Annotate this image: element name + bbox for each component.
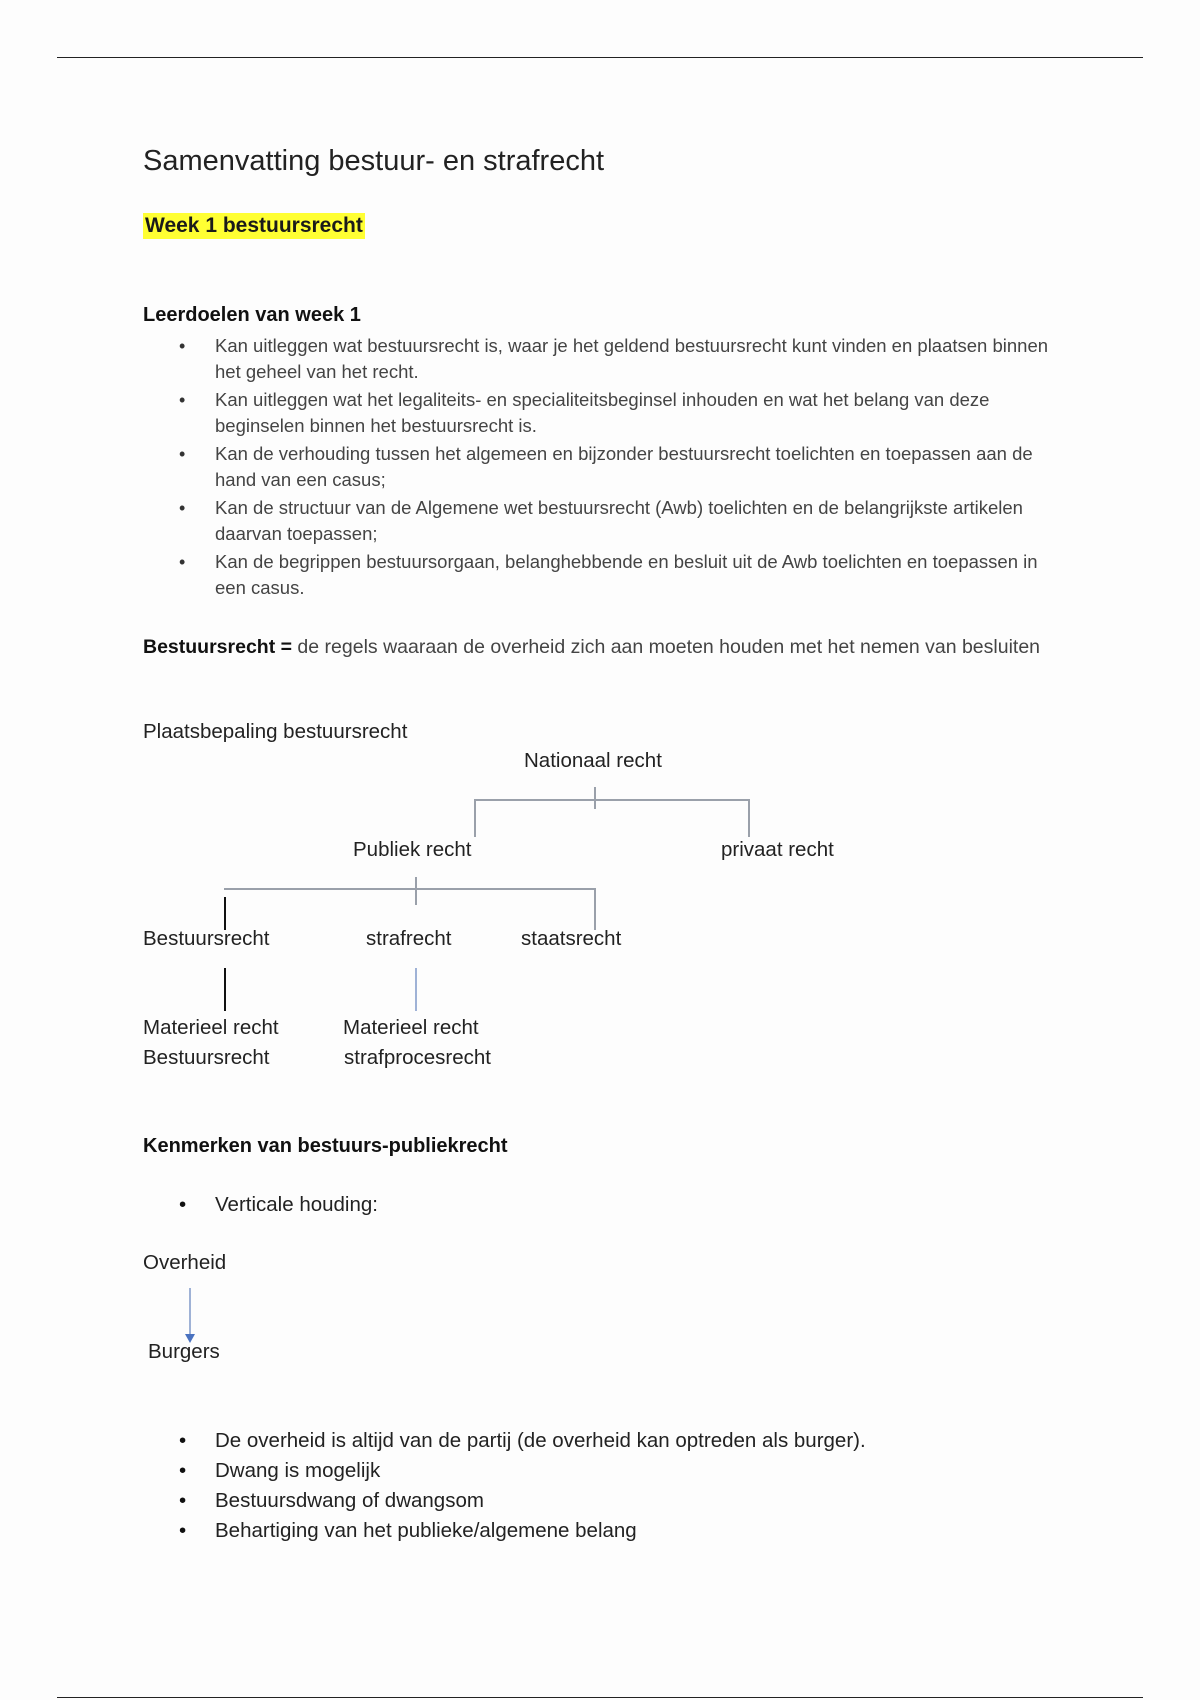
node-materieel-bestuur-2: Bestuursrecht	[143, 1046, 270, 1069]
connector-publiek-tick	[415, 877, 417, 905]
node-overheid: Overheid	[143, 1251, 227, 1274]
connector-privaat	[748, 799, 750, 837]
list-item: • Behartiging van het publieke/algemene belang	[143, 1516, 866, 1546]
week-label: Week 1 bestuursrecht	[145, 214, 363, 237]
connector-root-tick	[594, 787, 596, 809]
arrow-shaft	[189, 1288, 191, 1336]
list-item: • Kan uitleggen wat het legaliteits- en specialiteitsbeginsel inhouden en wat het belang van deze beginselen binnen het bestuursrecht is.	[143, 387, 1063, 439]
list-item: • Kan de structuur van de Algemene wet bestuursrecht (Awb) toelichten en de belangrijkste artikelen daarvan toepassen;	[143, 495, 1063, 547]
connector-materieel-straf	[415, 968, 417, 1011]
page-title: Samenvatting bestuur- en strafrecht	[143, 145, 605, 177]
node-materieel-straf-2: strafprocesrecht	[344, 1046, 491, 1069]
connector-bestuursrecht	[224, 897, 226, 930]
top-rule	[57, 57, 1143, 58]
node-nationaal-recht: Nationaal recht	[524, 749, 662, 772]
connector-publiek	[474, 799, 476, 837]
node-staatsrecht: staatsrecht	[521, 927, 622, 950]
goals-list	[143, 333, 1063, 603]
node-strafrecht: strafrecht	[366, 927, 452, 950]
connector-root	[474, 799, 750, 801]
kenmerken-list	[143, 1426, 866, 1546]
definition	[143, 633, 1043, 661]
node-bestuursrecht: Bestuursrecht	[143, 927, 270, 950]
node-materieel-bestuur-1: Materieel recht	[143, 1016, 279, 1039]
bottom-rule	[57, 1697, 1143, 1698]
list-item: • Bestuursdwang of dwangsom	[143, 1486, 866, 1516]
node-privaat-recht: privaat recht	[721, 838, 834, 861]
node-materieel-straf-1: Materieel recht	[343, 1016, 479, 1039]
definition-text: de regels waaraan de overheid zich aan moeten houden met het nemen van besluiten	[292, 636, 1041, 658]
kenmerken-heading: Kenmerken van bestuurs-publiekrecht	[143, 1135, 508, 1157]
list-item: • Kan uitleggen wat bestuursrecht is, waar je het geldend bestuursrecht kunt vinden en plaatsen binnen het geheel van het recht.	[143, 333, 1063, 385]
diagram-heading: Plaatsbepaling bestuursrecht	[143, 720, 408, 743]
goals-heading: Leerdoelen van week 1	[143, 304, 361, 326]
list-item: • Kan de begrippen bestuursorgaan, belanghebbende en besluit uit de Awb toelichten en toepassen in een casus.	[143, 549, 1063, 601]
list-item: • Verticale houding:	[143, 1190, 378, 1220]
kenmerken-first-list	[143, 1190, 378, 1220]
list-item: • Kan de verhouding tussen het algemeen en bijzonder bestuursrecht toelichten en toepassen aan de hand van een casus;	[143, 441, 1063, 493]
connector-staatsrecht	[594, 889, 596, 930]
connector-publiek-children	[224, 888, 596, 890]
definition-term: Bestuursrecht =	[143, 636, 293, 658]
node-publiek-recht: Publiek recht	[353, 838, 472, 861]
connector-materieel-bestuur	[224, 968, 226, 1011]
list-item: • De overheid is altijd van de partij (de overheid kan optreden als burger).	[143, 1426, 866, 1456]
list-item: • Dwang is mogelijk	[143, 1456, 866, 1486]
node-burgers: Burgers	[148, 1340, 220, 1363]
